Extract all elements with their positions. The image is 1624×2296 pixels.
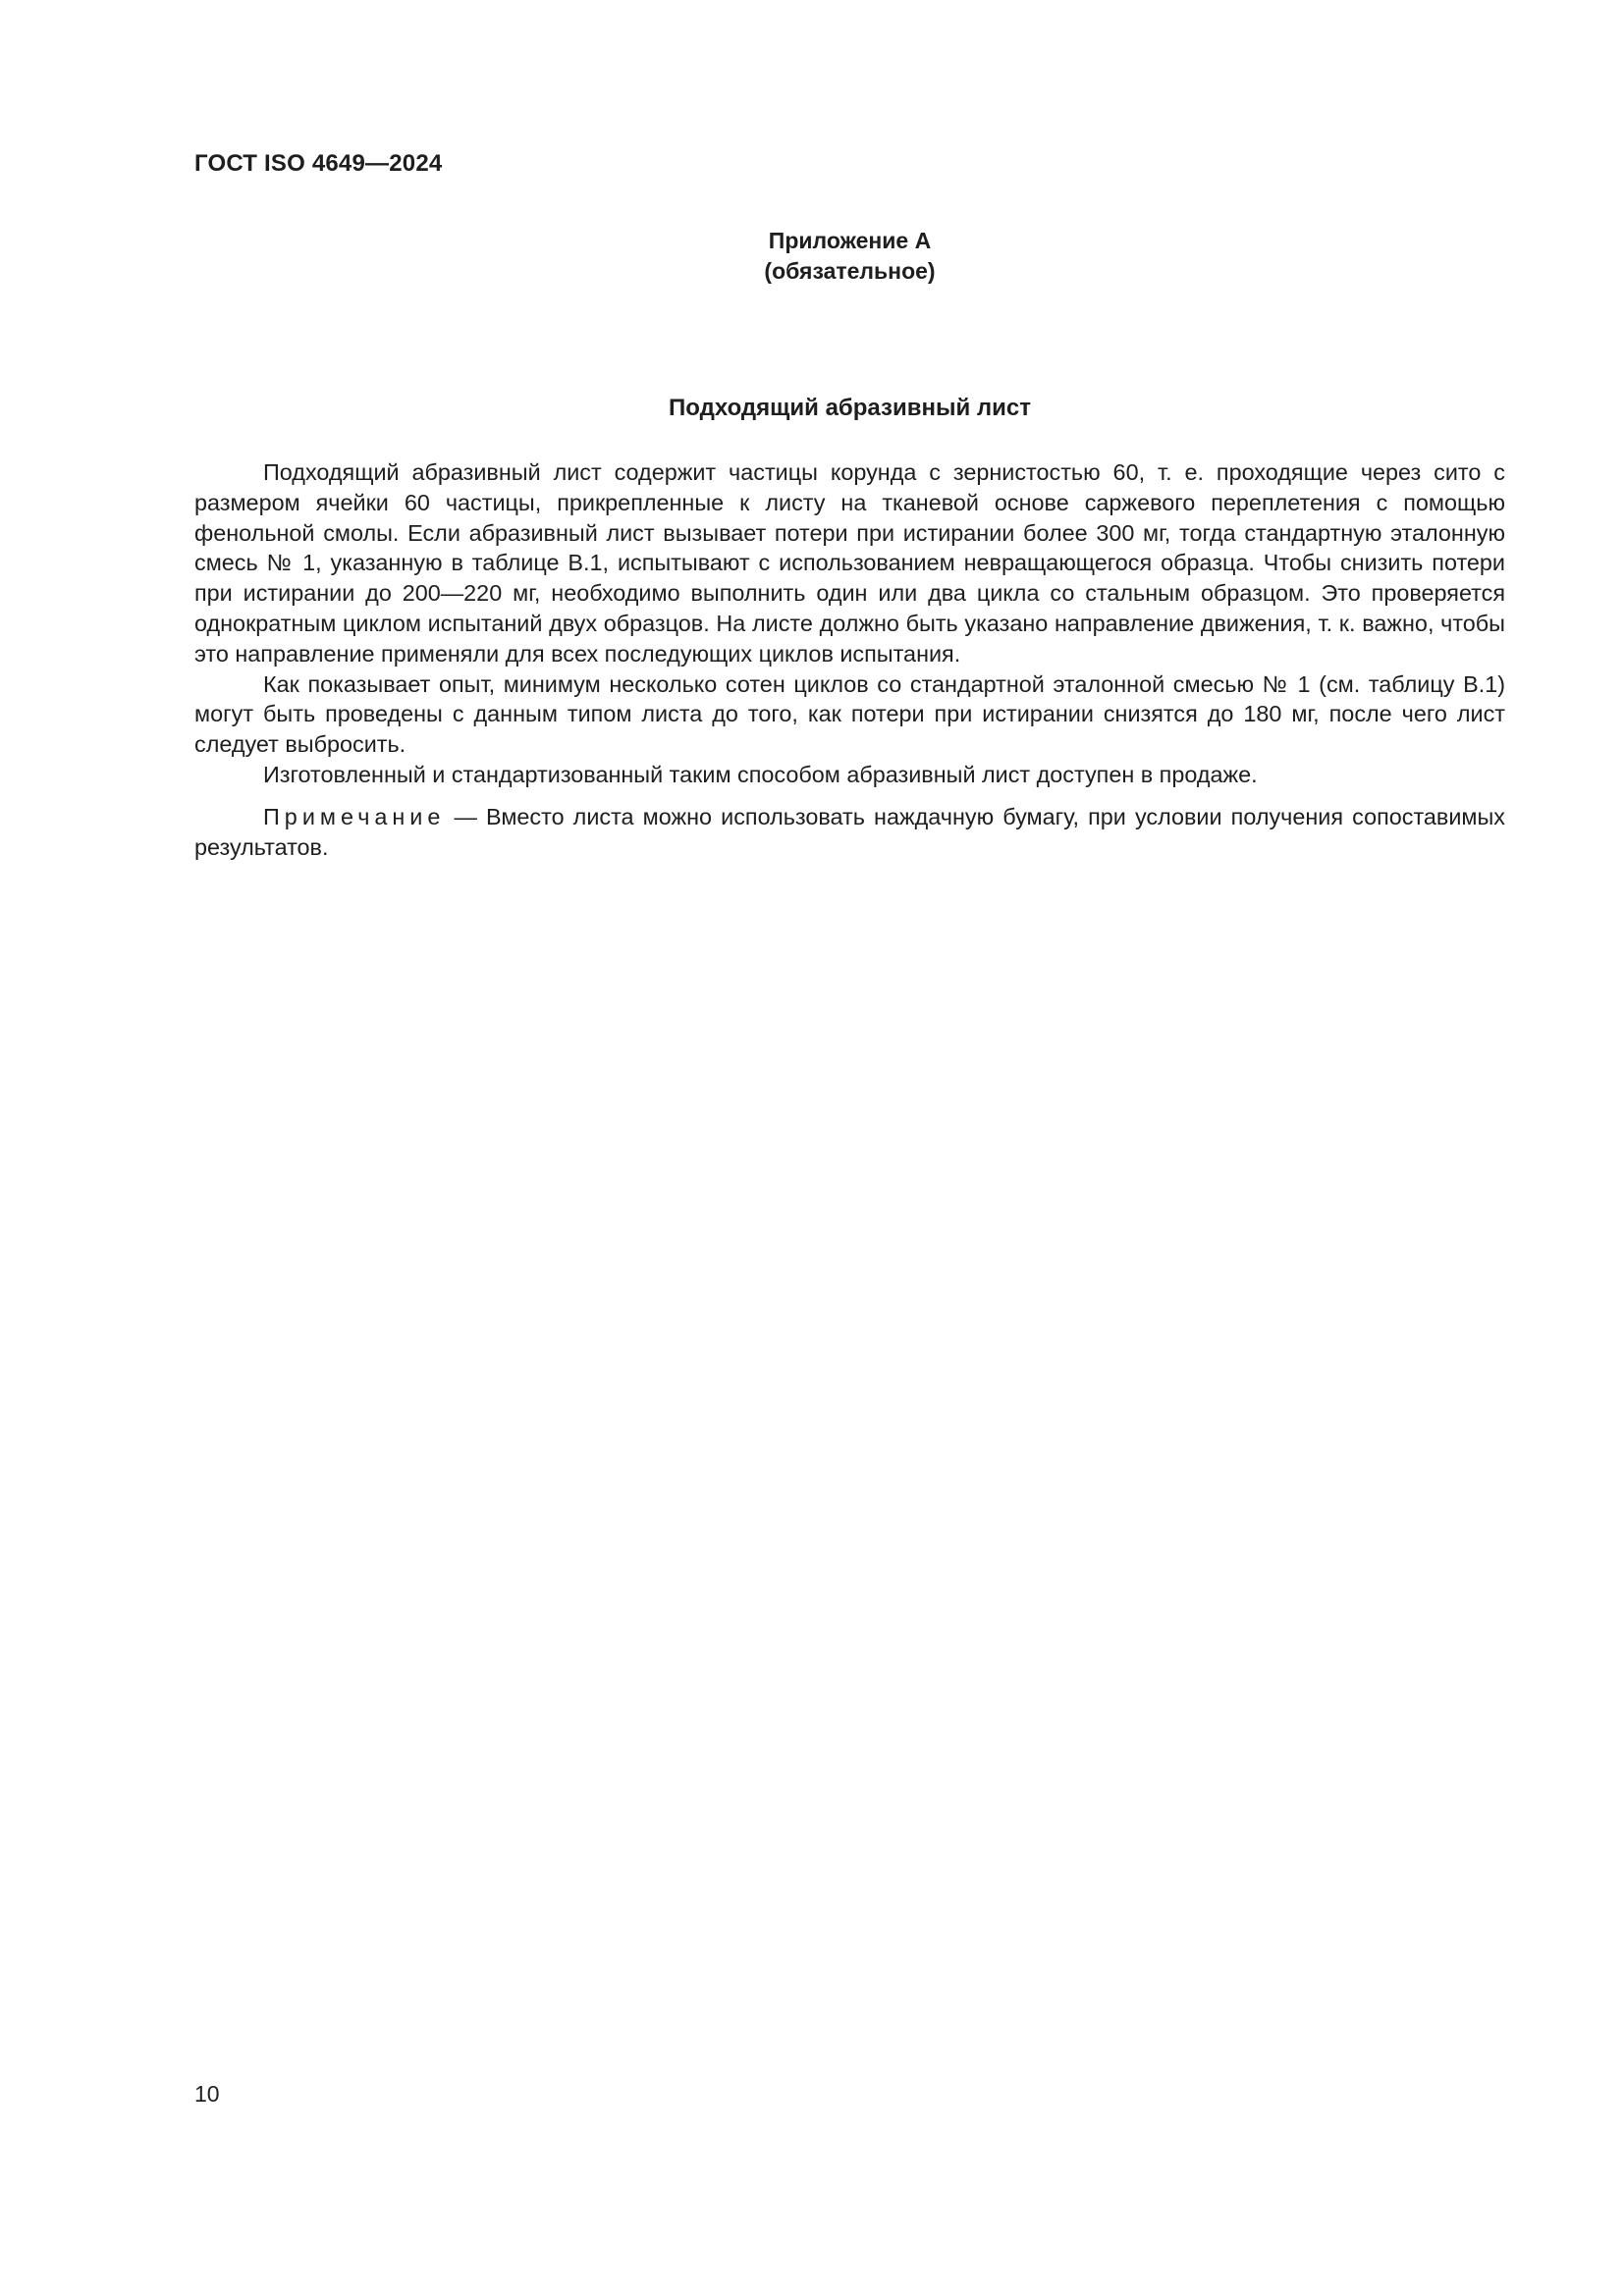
section-title: Подходящий абразивный лист <box>668 395 1031 421</box>
appendix-status: (обязательное) <box>764 258 936 284</box>
document-header: ГОСТ ISO 4649—2024 <box>194 150 443 177</box>
body-text <box>194 457 1505 862</box>
paragraph-2: Как показывает опыт, минимум несколько сотен циклов со стандартной эталонной смесью № 1 (см. таблицу В.1) могут быть проведены с данным типом листа до того, как потери при истирании снизятся до 180 мг, после чего лист следует выбросить. <box>194 670 1505 758</box>
note-label: Примечание <box>263 803 446 829</box>
appendix-heading <box>194 226 1505 287</box>
appendix-title: Приложение А <box>768 228 932 253</box>
note-text: — Вместо листа можно использовать наждачную бумагу, при условии получения сопоставимых результатов. <box>194 803 1505 860</box>
paragraph-1: Подходящий абразивный лист содержит частицы корунда с зернистостью 60, т. е. проходящие через сито с размером ячейки 60 частицы, прикрепленные к листу на тканевой основе саржевого переплетения с помощью фенольной смолы. Если абразивный лист вызывает потери при истирании более 300 мг, тогда стандартную эталонную смесь № 1, указанную в таблице В.1, испытывают с использованием невращающегося образца. Чтобы снизить потери при истирании до 200—220 мг, необходимо выполнить один или два цикла со стальным образцом. Это проверяется однократным циклом испытаний двух образцов. На листе должно быть указано направление движения, т. к. важно, чтобы это направление применяли для всех последующих циклов испытания. <box>194 459 1505 667</box>
paragraph-3: Изготовленный и стандартизованный таким способом абразивный лист доступен в продаже. <box>263 761 1258 787</box>
note-paragraph <box>194 802 1505 863</box>
page-number: 10 <box>194 2081 220 2107</box>
